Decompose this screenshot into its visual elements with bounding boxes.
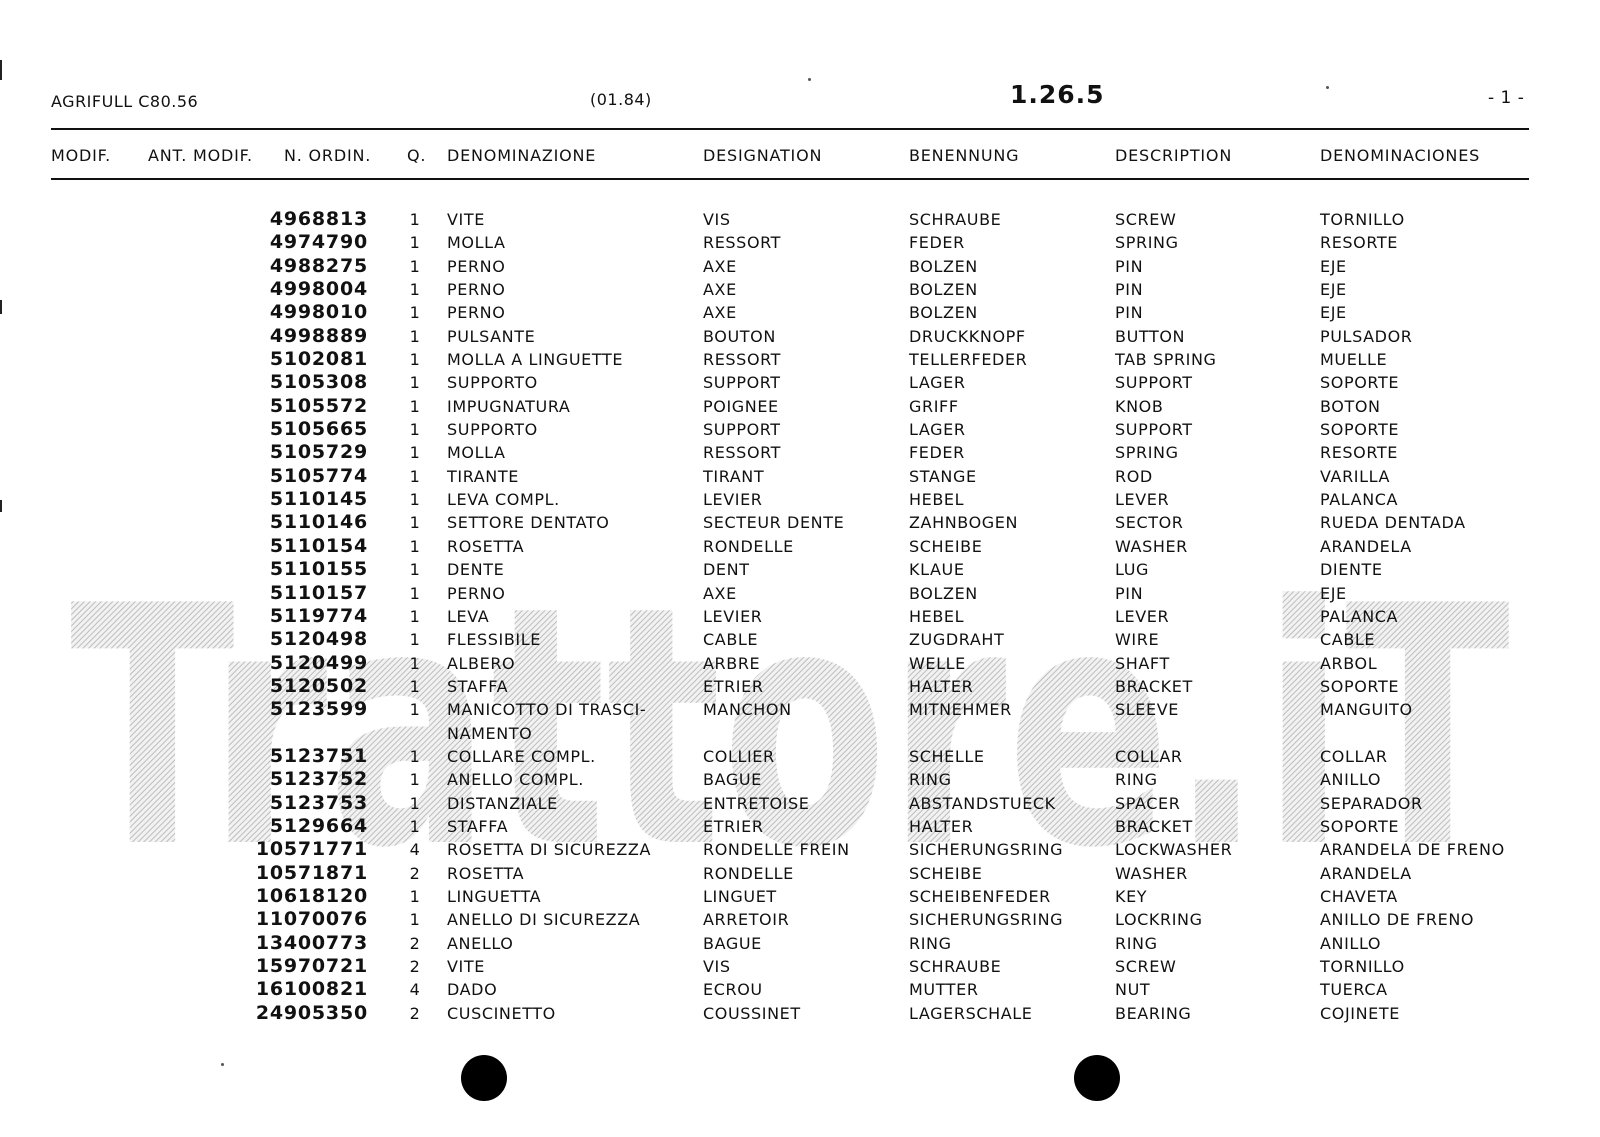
cell-french-name: RONDELLE <box>703 536 794 556</box>
cell-quantity: 1 <box>409 583 421 603</box>
cell-italian-name: DADO <box>447 980 498 1000</box>
cell-english-name: SECTOR <box>1115 513 1184 533</box>
cell-spanish-name: TORNILLO <box>1320 957 1405 976</box>
cell-italian-name: DISTANZIALE <box>447 793 558 813</box>
cell-quantity: 1 <box>409 280 421 300</box>
svg-text:Trattore.iT: Trattore.iT <box>70 580 1512 900</box>
cell-order-number: 5123753 <box>269 791 368 814</box>
cell-spanish-name: RESORTE <box>1320 233 1399 253</box>
cell-spanish-name: TUERCA <box>1320 980 1388 1000</box>
cell-italian-name: TIRANTE <box>447 466 519 486</box>
cell-spanish-name: SOPORTE <box>1320 816 1400 836</box>
cell-french-name: AXE <box>703 583 737 603</box>
cell-order-number: 5105774 <box>269 464 368 487</box>
table-row <box>0 558 1600 581</box>
cell-italian-name: ROSETTA DI SICUREZZA <box>447 840 652 860</box>
table-row <box>0 862 1600 885</box>
cell-french-name: COLLIER <box>703 746 775 766</box>
cell-quantity: 1 <box>409 560 421 580</box>
cell-english-name: LEVER <box>1115 490 1170 510</box>
table-row <box>0 838 1600 861</box>
col-header-quantity: Q. <box>407 146 427 165</box>
cell-order-number: 5123752 <box>269 768 368 791</box>
cell-spanish-name: ANILLO DE FRENO <box>1320 910 1475 930</box>
col-header-french: DESIGNATION <box>703 146 823 165</box>
cell-spanish-name: ARANDELA <box>1320 863 1412 883</box>
cell-italian-name: PERNO <box>447 583 506 603</box>
cell-quantity: 4 <box>409 980 421 1000</box>
cell-english-name: SPRING <box>1115 443 1179 463</box>
cell-order-number: 5110157 <box>269 581 368 604</box>
cell-german-name: TELLERFEDER <box>909 350 1028 370</box>
cell-order-number: 10571871 <box>255 861 368 884</box>
cell-italian-name: MANICOTTO DI TRASCI- NAMENTO <box>447 700 647 743</box>
cell-french-name: TIRANT <box>703 466 765 486</box>
cell-spanish-name: RUEDA DENTADA <box>1320 513 1466 533</box>
cell-english-name: SCREW <box>1115 957 1177 976</box>
cell-french-name: MANCHON <box>703 700 792 720</box>
cell-quantity: 1 <box>409 210 421 229</box>
cell-spanish-name: CABLE <box>1320 630 1376 650</box>
cell-quantity: 1 <box>409 816 421 836</box>
cell-quantity: 2 <box>409 863 421 883</box>
cell-order-number: 4998889 <box>269 324 368 347</box>
cell-english-name: BEARING <box>1115 1003 1192 1023</box>
cell-spanish-name: BOTON <box>1320 396 1381 416</box>
cell-german-name: LAGER <box>909 373 966 393</box>
cell-german-name: WELLE <box>909 653 966 673</box>
cell-english-name: LOCKWASHER <box>1115 840 1233 860</box>
table-row <box>0 605 1600 628</box>
cell-spanish-name: EJE <box>1320 280 1347 300</box>
cell-german-name: HALTER <box>909 816 974 836</box>
cell-english-name: SLEEVE <box>1115 700 1179 720</box>
cell-english-name: SUPPORT <box>1115 373 1193 393</box>
cell-english-name: PIN <box>1115 303 1144 323</box>
cell-english-name: KEY <box>1115 886 1148 906</box>
cell-italian-name: MOLLA <box>447 443 506 463</box>
cell-spanish-name: MUELLE <box>1320 350 1388 370</box>
cell-english-name: BRACKET <box>1115 816 1193 836</box>
binding-hole-right <box>1074 1055 1120 1101</box>
table-row <box>0 815 1600 838</box>
cell-italian-name: DENTE <box>447 560 505 580</box>
cell-order-number: 5110155 <box>269 558 368 581</box>
cell-spanish-name: ARBOL <box>1320 653 1378 673</box>
cell-english-name: BUTTON <box>1115 326 1186 346</box>
cell-order-number: 5129664 <box>269 814 368 837</box>
cell-italian-name: VITE <box>447 210 485 229</box>
cell-french-name: POIGNEE <box>703 396 779 416</box>
table-row <box>0 395 1600 418</box>
table-row <box>0 418 1600 441</box>
cell-english-name: WASHER <box>1115 863 1188 883</box>
cell-order-number: 4998004 <box>269 278 368 301</box>
cell-italian-name: STAFFA <box>447 816 509 836</box>
table-row <box>0 885 1600 908</box>
cell-quantity: 1 <box>409 373 421 393</box>
cell-order-number: 5120502 <box>269 674 368 697</box>
table-row <box>0 1002 1600 1025</box>
cell-french-name: LEVIER <box>703 490 763 510</box>
cell-english-name: LUG <box>1115 560 1150 580</box>
cell-order-number: 4974790 <box>269 231 368 254</box>
cell-quantity: 2 <box>409 933 421 953</box>
parts-table <box>0 208 1600 1025</box>
cell-quantity: 1 <box>409 396 421 416</box>
table-row <box>0 371 1600 394</box>
cell-order-number: 4998010 <box>269 301 368 324</box>
cell-spanish-name: PALANCA <box>1320 490 1399 510</box>
table-row <box>0 301 1600 324</box>
cell-order-number: 5110154 <box>269 534 368 557</box>
cell-french-name: VIS <box>703 210 731 229</box>
table-row <box>0 465 1600 488</box>
cell-order-number: 5120499 <box>269 651 368 674</box>
cell-italian-name: MOLLA <box>447 233 506 253</box>
cell-italian-name: COLLARE COMPL. <box>447 746 596 766</box>
cell-french-name: LINGUET <box>703 886 777 906</box>
table-row <box>0 932 1600 955</box>
cell-italian-name: ROSETTA <box>447 536 525 556</box>
cell-english-name: RING <box>1115 770 1158 790</box>
table-row <box>0 768 1600 791</box>
table-row <box>0 325 1600 348</box>
cell-english-name: PIN <box>1115 583 1144 603</box>
cell-quantity: 1 <box>409 466 421 486</box>
cell-spanish-name: DIENTE <box>1320 560 1383 580</box>
cell-spanish-name: CHAVETA <box>1320 886 1398 906</box>
cell-french-name: ARRETOIR <box>703 910 790 930</box>
cell-english-name: LEVER <box>1115 606 1170 626</box>
cell-french-name: AXE <box>703 303 737 323</box>
cell-german-name: SICHERUNGSRING <box>909 840 1064 860</box>
cell-italian-name: ANELLO <box>447 933 514 953</box>
cell-italian-name: SETTORE DENTATO <box>447 513 610 533</box>
table-row <box>0 978 1600 1001</box>
col-header-order-number: N. ORDIN. <box>284 146 372 165</box>
cell-english-name: PIN <box>1115 256 1144 276</box>
cell-spanish-name: VARILLA <box>1320 466 1391 486</box>
table-row <box>0 208 1600 231</box>
col-header-german: BENENNUNG <box>909 146 1020 165</box>
cell-italian-name: LEVA <box>447 606 490 626</box>
scan-speck <box>808 78 811 81</box>
cell-italian-name: STAFFA <box>447 676 509 696</box>
col-header-english: DESCRIPTION <box>1115 146 1233 165</box>
cell-quantity: 2 <box>409 1003 421 1023</box>
cell-english-name: COLLAR <box>1115 746 1183 766</box>
table-row <box>0 792 1600 815</box>
cell-french-name: ECROU <box>703 980 763 1000</box>
table-row <box>0 582 1600 605</box>
cell-italian-name: ALBERO <box>447 653 516 673</box>
cell-french-name: ENTRETOISE <box>703 793 810 813</box>
cell-spanish-name: ANILLO <box>1320 770 1382 790</box>
scan-speck <box>1326 86 1329 89</box>
cell-spanish-name: ANILLO <box>1320 933 1382 953</box>
page-number: - 1 - <box>1488 88 1525 108</box>
cell-spanish-name: EJE <box>1320 303 1347 323</box>
col-header-spanish: DENOMINACIONES <box>1320 146 1481 165</box>
cell-french-name: DENT <box>703 560 750 580</box>
cell-italian-name: LEVA COMPL. <box>447 490 560 510</box>
cell-spanish-name: SOPORTE <box>1320 420 1400 440</box>
cell-quantity: 1 <box>409 326 421 346</box>
header-rule-top <box>51 128 1529 130</box>
cell-italian-name: SUPPORTO <box>447 420 538 440</box>
cell-italian-name: CUSCINETTO <box>447 1003 556 1023</box>
cell-german-name: SCHRAUBE <box>909 210 1002 229</box>
cell-french-name: SUPPORT <box>703 373 781 393</box>
cell-quantity: 1 <box>409 490 421 510</box>
cell-french-name: ETRIER <box>703 676 764 696</box>
table-row <box>0 488 1600 511</box>
cell-italian-name: LINGUETTA <box>447 886 542 906</box>
table-row <box>0 628 1600 651</box>
table-row <box>0 745 1600 768</box>
cell-english-name: SPACER <box>1115 793 1181 813</box>
cell-french-name: COUSSINET <box>703 1003 801 1023</box>
cell-italian-name: ANELLO DI SICUREZZA <box>447 910 641 930</box>
cell-german-name: DRUCKKNOPF <box>909 326 1026 346</box>
cell-german-name: SCHELLE <box>909 746 985 766</box>
cell-quantity: 1 <box>409 233 421 253</box>
cell-spanish-name: SEPARADOR <box>1320 793 1423 813</box>
cell-german-name: SCHEIBE <box>909 863 983 883</box>
edition-date: (01.84) <box>590 90 652 109</box>
cell-german-name: FEDER <box>909 233 965 253</box>
cell-italian-name: PERNO <box>447 256 506 276</box>
cell-quantity: 1 <box>409 746 421 766</box>
cell-quantity: 1 <box>409 256 421 276</box>
cell-order-number: 5105572 <box>269 394 368 417</box>
cell-italian-name: IMPUGNATURA <box>447 396 571 416</box>
cell-english-name: KNOB <box>1115 396 1164 416</box>
cell-order-number: 10571771 <box>255 838 368 861</box>
cell-french-name: RONDELLE <box>703 863 794 883</box>
cell-order-number: 5123599 <box>269 698 368 721</box>
cell-english-name: NUT <box>1115 980 1151 1000</box>
cell-spanish-name: ARANDELA <box>1320 536 1412 556</box>
cell-spanish-name: EJE <box>1320 583 1347 603</box>
cell-french-name: BAGUE <box>703 770 762 790</box>
cell-french-name: BAGUE <box>703 933 762 953</box>
cell-quantity: 1 <box>409 700 421 720</box>
cell-german-name: RING <box>909 933 952 953</box>
cell-quantity: 1 <box>409 513 421 533</box>
cell-order-number: 5110146 <box>269 511 368 534</box>
cell-order-number: 4988275 <box>269 254 368 277</box>
cell-english-name: SUPPORT <box>1115 420 1193 440</box>
cell-spanish-name: PALANCA <box>1320 606 1399 626</box>
table-row <box>0 698 1600 745</box>
cell-german-name: HEBEL <box>909 606 965 626</box>
cell-order-number: 5120498 <box>269 628 368 651</box>
cell-quantity: 1 <box>409 606 421 626</box>
cell-english-name: SCREW <box>1115 210 1177 229</box>
cell-italian-name: MOLLA A LINGUETTE <box>447 350 624 370</box>
cell-order-number: 5102081 <box>269 348 368 371</box>
cell-german-name: MUTTER <box>909 980 979 1000</box>
cell-order-number: 4968813 <box>269 208 368 230</box>
cell-english-name: RING <box>1115 933 1158 953</box>
section-number: 1.26.5 <box>1010 80 1105 109</box>
cell-order-number: 11070076 <box>255 908 368 931</box>
cell-german-name: BOLZEN <box>909 280 978 300</box>
cell-german-name: BOLZEN <box>909 256 978 276</box>
cell-order-number: 16100821 <box>255 978 368 1001</box>
cell-german-name: FEDER <box>909 443 965 463</box>
cell-spanish-name: RESORTE <box>1320 443 1399 463</box>
cell-german-name: HEBEL <box>909 490 965 510</box>
scan-speck <box>221 1063 224 1066</box>
cell-order-number: 5105308 <box>269 371 368 394</box>
cell-english-name: TAB SPRING <box>1115 350 1217 370</box>
cell-german-name: GRIFF <box>909 396 959 416</box>
cell-french-name: LEVIER <box>703 606 763 626</box>
cell-french-name: ETRIER <box>703 816 764 836</box>
col-header-modif: MODIF. <box>51 146 111 165</box>
cell-quantity: 1 <box>409 303 421 323</box>
cell-quantity: 1 <box>409 443 421 463</box>
cell-italian-name: PERNO <box>447 303 506 323</box>
table-row <box>0 652 1600 675</box>
cell-french-name: RESSORT <box>703 443 782 463</box>
cell-german-name: BOLZEN <box>909 303 978 323</box>
cell-french-name: RESSORT <box>703 350 782 370</box>
cell-quantity: 1 <box>409 630 421 650</box>
cell-english-name: WASHER <box>1115 536 1188 556</box>
cell-quantity: 1 <box>409 350 421 370</box>
cell-english-name: SPRING <box>1115 233 1179 253</box>
cell-italian-name: PULSANTE <box>447 326 536 346</box>
table-row <box>0 955 1600 978</box>
cell-french-name: AXE <box>703 256 737 276</box>
table-row <box>0 441 1600 464</box>
table-row <box>0 255 1600 278</box>
cell-spanish-name: SOPORTE <box>1320 676 1400 696</box>
cell-order-number: 10618120 <box>255 884 368 907</box>
cell-french-name: SECTEUR DENTE <box>703 513 845 533</box>
cell-french-name: VIS <box>703 957 731 976</box>
cell-order-number: 15970721 <box>255 955 368 977</box>
cell-english-name: WIRE <box>1115 630 1160 650</box>
table-row <box>0 675 1600 698</box>
cell-french-name: RESSORT <box>703 233 782 253</box>
cell-french-name: CABLE <box>703 630 759 650</box>
cell-english-name: LOCKRING <box>1115 910 1203 930</box>
col-header-italian: DENOMINAZIONE <box>447 146 597 165</box>
table-row <box>0 348 1600 371</box>
cell-french-name: AXE <box>703 280 737 300</box>
cell-german-name: ZUGDRAHT <box>909 630 1005 650</box>
cell-german-name: BOLZEN <box>909 583 978 603</box>
table-row <box>0 231 1600 254</box>
cell-italian-name: ANELLO COMPL. <box>447 770 584 790</box>
cell-french-name: SUPPORT <box>703 420 781 440</box>
cell-spanish-name: COLLAR <box>1320 746 1388 766</box>
cell-quantity: 1 <box>409 910 421 930</box>
cell-quantity: 4 <box>409 840 421 860</box>
cell-german-name: LAGERSCHALE <box>909 1003 1033 1023</box>
cell-quantity: 1 <box>409 770 421 790</box>
cell-german-name: STANGE <box>909 466 977 486</box>
header-rule-bottom <box>51 178 1529 180</box>
cell-order-number: 5110145 <box>269 488 368 511</box>
cell-german-name: HALTER <box>909 676 974 696</box>
table-row <box>0 908 1600 931</box>
cell-french-name: RONDELLE FREIN <box>703 840 850 860</box>
cell-english-name: BRACKET <box>1115 676 1193 696</box>
cell-spanish-name: ARANDELA DE FRENO <box>1320 840 1505 860</box>
cell-german-name: MITNEHMER <box>909 700 1012 720</box>
cell-english-name: ROD <box>1115 466 1153 486</box>
cell-spanish-name: TORNILLO <box>1320 210 1405 229</box>
cell-italian-name: ROSETTA <box>447 863 525 883</box>
cell-french-name: BOUTON <box>703 326 776 346</box>
binding-hole-left <box>461 1055 507 1101</box>
cell-order-number: 5105729 <box>269 441 368 464</box>
cell-quantity: 1 <box>409 676 421 696</box>
cell-spanish-name: EJE <box>1320 256 1347 276</box>
cell-german-name: RING <box>909 770 952 790</box>
cell-order-number: 5123751 <box>269 744 368 767</box>
cell-german-name: LAGER <box>909 420 966 440</box>
cell-spanish-name: SOPORTE <box>1320 373 1400 393</box>
table-row <box>0 511 1600 534</box>
cell-german-name: SCHEIBENFEDER <box>909 886 1051 906</box>
cell-italian-name: SUPPORTO <box>447 373 538 393</box>
cell-german-name: KLAUE <box>909 560 965 580</box>
cell-italian-name: VITE <box>447 957 485 976</box>
cell-german-name: ABSTANDSTUECK <box>909 793 1056 813</box>
table-row <box>0 535 1600 558</box>
cell-order-number: 13400773 <box>255 931 368 954</box>
col-header-ant-modif: ANT. MODIF. <box>148 146 253 165</box>
cell-quantity: 1 <box>409 420 421 440</box>
model-label: AGRIFULL C80.56 <box>51 92 199 111</box>
cell-german-name: SCHRAUBE <box>909 957 1002 976</box>
cell-italian-name: FLESSIBILE <box>447 630 541 650</box>
cell-quantity: 1 <box>409 886 421 906</box>
cell-order-number: 5105665 <box>269 418 368 441</box>
table-row <box>0 278 1600 301</box>
cell-quantity: 2 <box>409 957 421 976</box>
cell-spanish-name: COJINETE <box>1320 1003 1400 1023</box>
cell-quantity: 1 <box>409 793 421 813</box>
cell-german-name: SICHERUNGSRING <box>909 910 1064 930</box>
cell-italian-name: PERNO <box>447 280 506 300</box>
cell-english-name: PIN <box>1115 280 1144 300</box>
cell-quantity: 1 <box>409 653 421 673</box>
cell-english-name: SHAFT <box>1115 653 1170 673</box>
cell-french-name: ARBRE <box>703 653 761 673</box>
scan-edge-mark <box>0 60 2 80</box>
cell-spanish-name: MANGUITO <box>1320 700 1413 720</box>
cell-order-number: 24905350 <box>255 1001 368 1024</box>
cell-spanish-name: PULSADOR <box>1320 326 1413 346</box>
cell-german-name: ZAHNBOGEN <box>909 513 1019 533</box>
cell-order-number: 5119774 <box>269 604 368 627</box>
cell-german-name: SCHEIBE <box>909 536 983 556</box>
cell-quantity: 1 <box>409 536 421 556</box>
